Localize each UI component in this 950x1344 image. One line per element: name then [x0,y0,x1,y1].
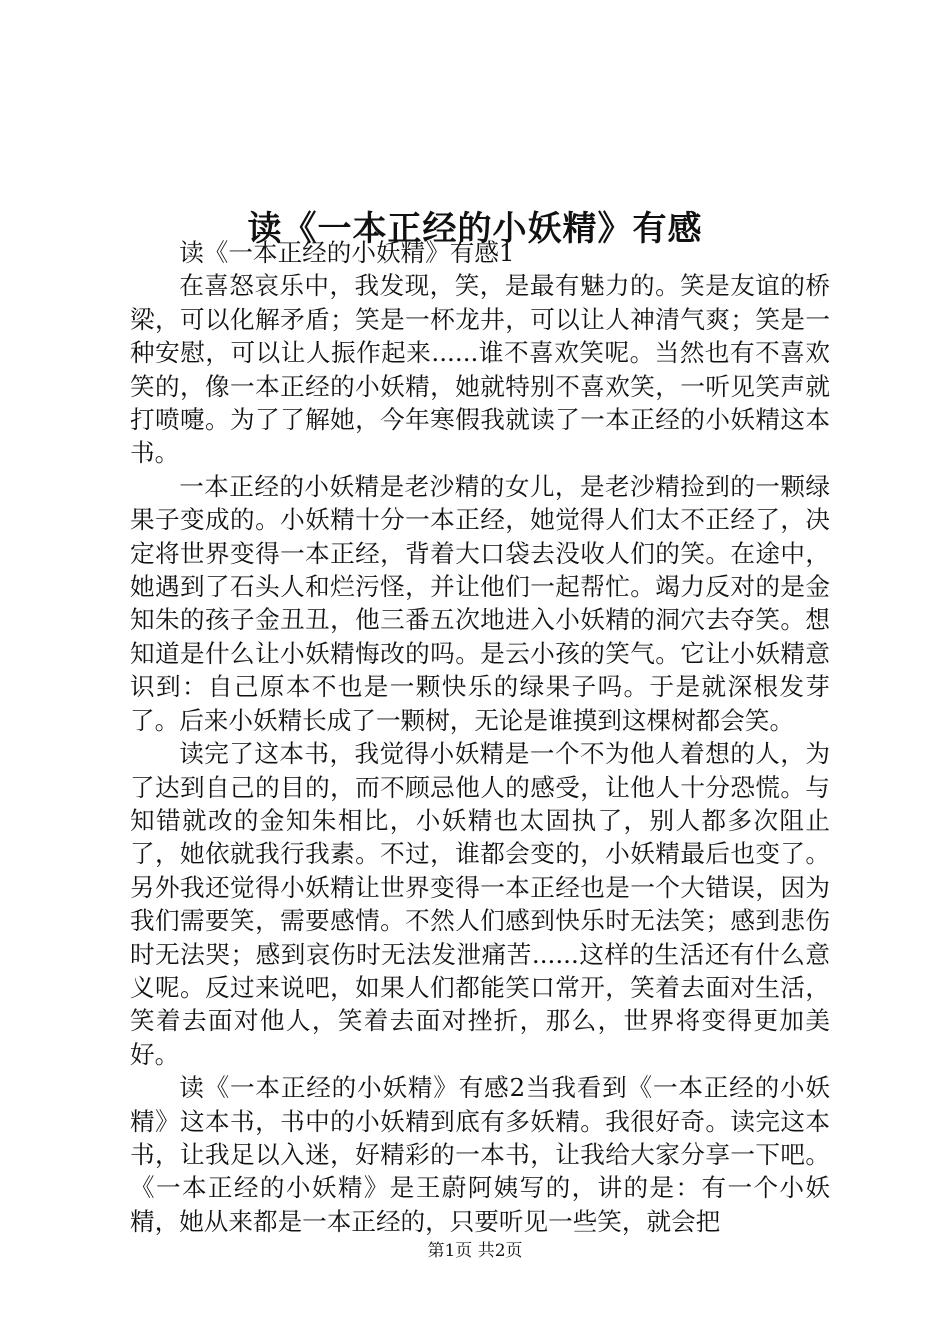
document-body [130,236,830,1238]
paragraph: 在喜怒哀乐中，我发现，笑，是最有魅力的。笑是友谊的桥梁，可以化解矛盾；笑是一杯龙井，可以让人神清气爽；笑是一种安慰，可以让人振作起来......谁不喜欢笑呢。当然也有不喜欢笑的，像一本正经的小妖精，她就特别不喜欢笑，一听见笑声就打喷嚏。为了了解她，今年寒假我就读了一本正经的小妖精这本书。 [130,271,830,468]
document-title: 读《一本正经的小妖精》有感 [247,208,703,249]
paragraph: 读《一本正经的小妖精》有感2当我看到《一本正经的小妖精》这本书，书中的小妖精到底有多妖精。我很好奇。读完这本书，让我足以入迷，好精彩的一本书，让我给大家分享一下吧。《一本正经的小妖精》是王蔚阿姨写的，讲的是：有一个小妖精，她从来都是一本正经的，只要听见一些笑，就会把 [130,1073,830,1236]
paragraph: 读完了这本书，我觉得小妖精是一个不为他人着想的人，为了达到自己的目的，而不顾忌他人的感受，让他人十分恐慌。与知错就改的金知朱相比，小妖精也太固执了，别人都多次阻止了，她依就我行我素。不过，谁都会变的，小妖精最后也变了。另外我还觉得小妖精让世界变得一本正经也是一个大错误，因为我们需要笑，需要感情。不然人们感到快乐时无法笑；感到悲伤时无法哭；感到哀伤时无法发泄痛苦......这样的生活还有什么意义呢。反过来说吧，如果人们都能笑口常开，笑着去面对生活，笑着去面对他人，笑着去面对挫折，那么，世界将变得更加美好。 [130,739,830,1069]
section-heading-1: 读《一本正经的小妖精》有感1 [179,238,515,267]
page-footer: 第1页 共2页 [427,1241,523,1261]
paragraph: 一本正经的小妖精是老沙精的女儿，是老沙精捡到的一颗绿果子变成的。小妖精十分一本正经，她觉得人们太不正经了，决定将世界变得一本正经，背着大口袋去没收人们的笑。在途中，她遇到了石头人和烂污怪，并让他们一起帮忙。竭力反对的是金知朱的孩子金丑丑，他三番五次地进入小妖精的洞穴去夺笑。想知道是什么让小妖精悔改的吗。是云小孩的笑气。它让小妖精意识到：自己原本不也是一颗快乐的绿果子吗。于是就深根发芽了。后来小妖精长成了一颗树，无论是谁摸到这棵树都会笑。 [130,471,830,735]
